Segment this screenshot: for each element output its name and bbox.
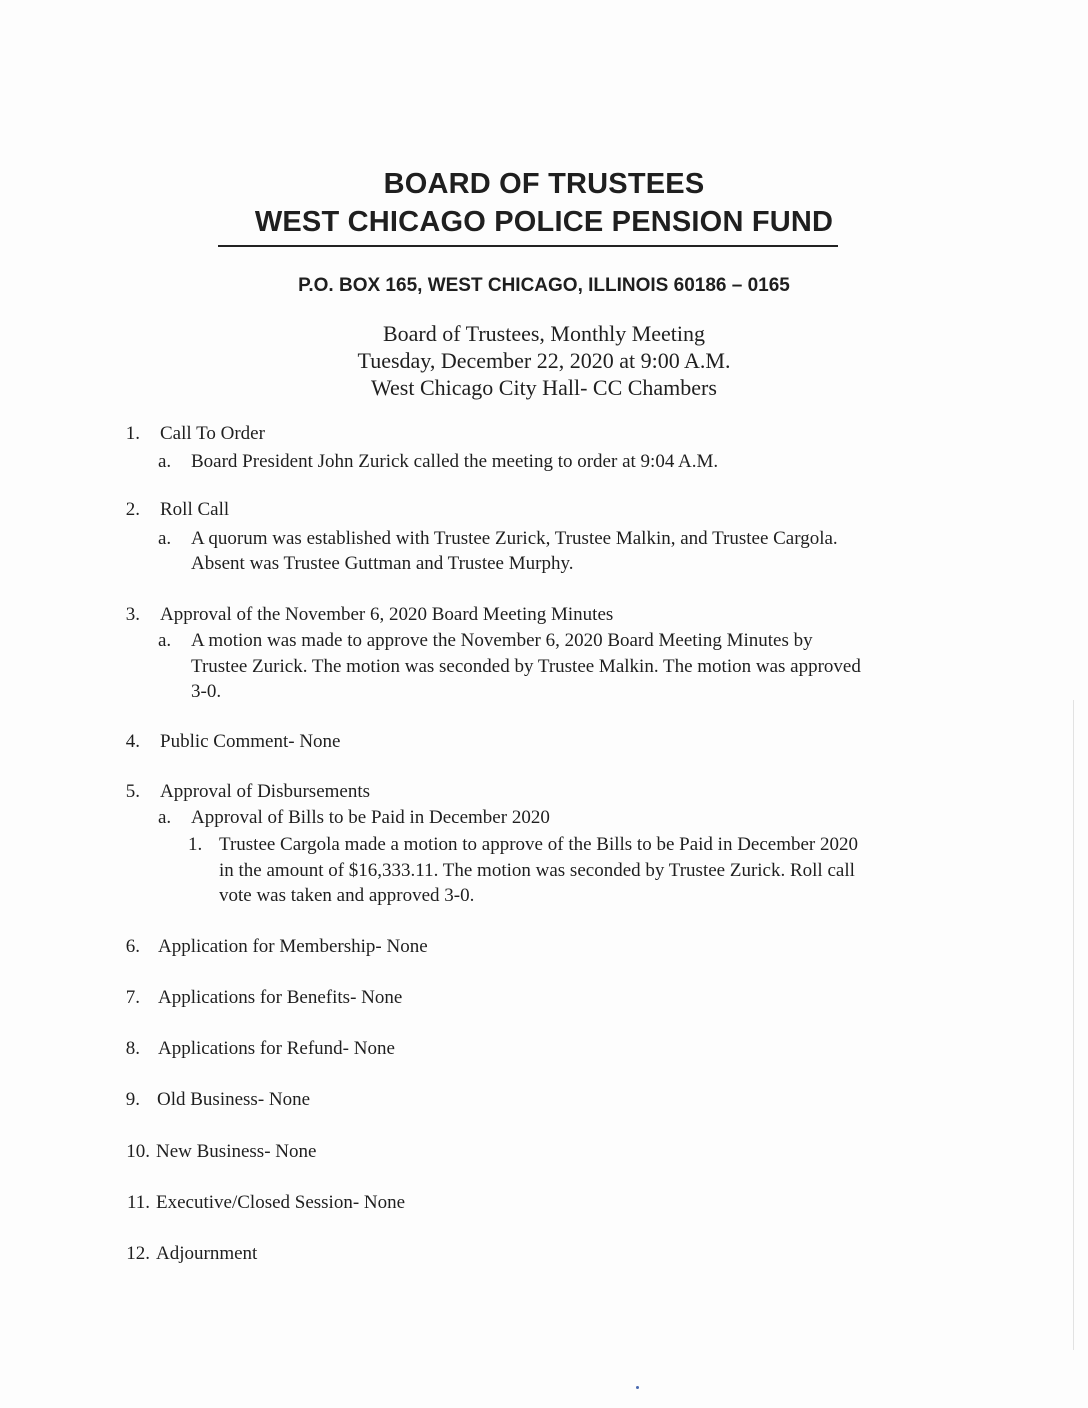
agenda-item-number: 8. [125, 1038, 140, 1059]
agenda-item-number: 1. [125, 423, 140, 444]
document-subtitle: WEST CHICAGO POLICE PENSION FUND [254, 206, 834, 238]
agenda-sub-text: Approval of Bills to be Paid in December 2020 [191, 807, 550, 828]
agenda-item-number: 3. [125, 604, 140, 625]
agenda-sub-marker: a. [158, 528, 172, 549]
agenda-item-title: New Business- None [156, 1141, 317, 1162]
mailing-address: P.O. BOX 165, WEST CHICAGO, ILLINOIS 60186 – 0165 [298, 275, 790, 296]
scan-edge-shadow [1073, 700, 1074, 1350]
agenda-item-title: Roll Call [160, 499, 230, 520]
agenda-subsub-text: vote was taken and approved 3-0. [219, 885, 475, 906]
agenda-item-title: Applications for Benefits- None [158, 987, 403, 1008]
agenda-item-number: 11. [126, 1192, 150, 1213]
title-underline-divider [218, 245, 838, 247]
agenda-sub-text: Trustee Zurick. The motion was seconded by Trustee Malkin. The motion was approved [191, 656, 861, 677]
agenda-sub-marker: a. [158, 630, 172, 651]
meeting-location: West Chicago City Hall- CC Chambers [371, 375, 717, 400]
agenda-item-title: Call To Order [160, 423, 265, 444]
agenda-item-title: Approval of Disbursements [160, 781, 371, 802]
meeting-type: Board of Trustees, Monthly Meeting [382, 321, 706, 346]
agenda-item-number: 2. [125, 499, 140, 520]
agenda-item-number: 10. [126, 1141, 150, 1162]
agenda-item-title: Adjournment [156, 1243, 258, 1264]
agenda-item-number: 5. [125, 781, 140, 802]
agenda-sub-text: A quorum was established with Trustee Zurick, Trustee Malkin, and Trustee Cargola. [191, 528, 838, 549]
agenda-sub-marker: a. [158, 451, 172, 472]
agenda-item-number: 4. [125, 731, 140, 752]
agenda-item-title: Applications for Refund- None [158, 1038, 395, 1059]
agenda-subsub-text: in the amount of $16,333.11. The motion was seconded by Trustee Zurick. Roll call [219, 860, 855, 881]
meeting-date: Tuesday, December 22, 2020 at 9:00 A.M. [357, 348, 731, 373]
agenda-sub-text: A motion was made to approve the November 6, 2020 Board Meeting Minutes by [191, 630, 813, 651]
agenda-subsub-marker: 1. [188, 834, 203, 855]
agenda-item-number: 9. [125, 1089, 140, 1110]
agenda-item-number: 12. [126, 1243, 150, 1264]
agenda-sub-marker: a. [158, 807, 172, 828]
agenda-sub-text: Board President John Zurick called the meeting to order at 9:04 A.M. [191, 451, 719, 472]
agenda-sub-text: 3-0. [191, 681, 222, 702]
agenda-item-number: 6. [125, 936, 140, 957]
agenda-sub-text: Absent was Trustee Guttman and Trustee Murphy. [191, 553, 574, 574]
scan-speck [636, 1386, 639, 1389]
agenda-item-title: Executive/Closed Session- None [156, 1192, 406, 1213]
agenda-item-title: Approval of the November 6, 2020 Board Meeting Minutes [160, 604, 614, 625]
agenda-item-number: 7. [125, 987, 140, 1008]
agenda-item-title: Old Business- None [157, 1089, 311, 1110]
agenda-item-title: Public Comment- None [160, 731, 341, 752]
agenda-subsub-text: Trustee Cargola made a motion to approve of the Bills to be Paid in December 2020 [219, 834, 859, 855]
agenda-item-title: Application for Membership- None [158, 936, 428, 957]
document-title: BOARD OF TRUSTEES [383, 168, 705, 200]
